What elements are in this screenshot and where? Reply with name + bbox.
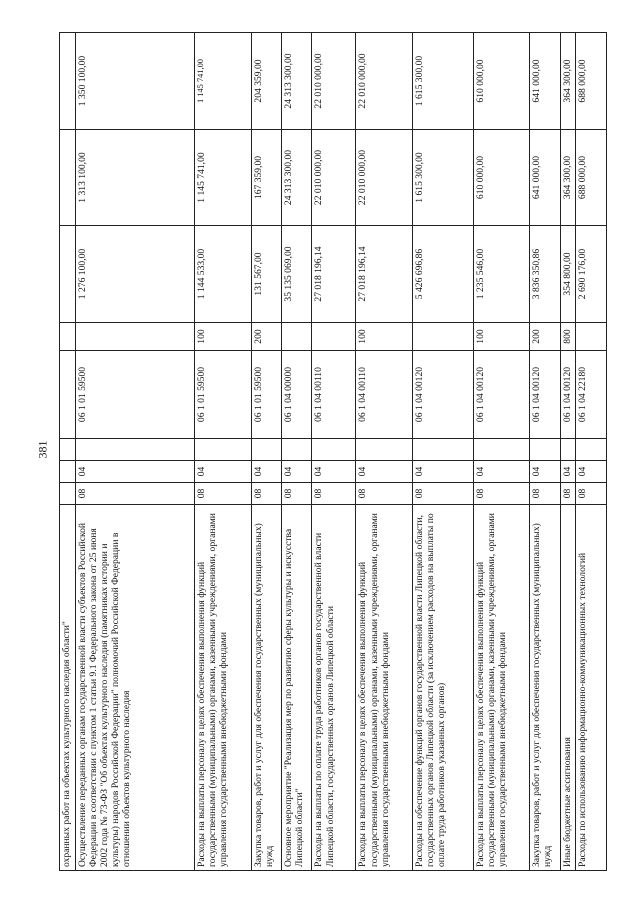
empty-code-cell	[251, 439, 281, 461]
expense-type-code: 100	[356, 323, 413, 351]
section-code: 08	[312, 483, 356, 505]
amount-year-1: 354 800,00	[560, 226, 576, 323]
section-code: 08	[356, 483, 413, 505]
target-article-code: 06 1 04 00120	[530, 351, 560, 439]
expense-type-code	[282, 323, 312, 351]
amount-year-2: 688 000,00	[576, 130, 607, 226]
table-row	[75, 33, 194, 871]
expense-type-code: 100	[195, 323, 252, 351]
section-code	[60, 483, 76, 505]
table-row	[195, 33, 252, 871]
row-description: Расходы на выплаты персоналу в целях обеспечения выполнения функций государственными (муниципальными) органами, казенными учреждениями, органами управления государственными внебюджетными фондами	[356, 505, 413, 871]
expense-type-code	[312, 323, 356, 351]
empty-code-cell	[75, 439, 194, 461]
subsection-code: 04	[530, 461, 560, 483]
section-code: 08	[75, 483, 194, 505]
target-article-code: 06 1 01 59500	[195, 351, 252, 439]
amount-year-3: 364 300,00	[560, 33, 576, 130]
section-code: 08	[473, 483, 530, 505]
amount-year-2: 1 313 100,00	[75, 130, 194, 226]
target-article-code: 06 1 04 00110	[356, 351, 413, 439]
expense-type-code	[576, 323, 607, 351]
amount-year-2: 22 010 000,00	[312, 130, 356, 226]
amount-year-2: 24 313 300,00	[282, 130, 312, 226]
amount-year-3: 24 313 300,00	[282, 33, 312, 130]
amount-year-2: 1 145 741,00	[195, 130, 252, 226]
target-article-code: 06 1 01 59500	[75, 351, 194, 439]
subsection-code: 04	[282, 461, 312, 483]
table-row	[60, 33, 76, 871]
row-description: Расходы на обеспечение функций органов государственной власти Липецкой области, государственных органов Липецкой области (за исключением расходов на выплаты по оплате труда работников указанных органов)	[413, 505, 474, 871]
row-description: Расходы на выплаты персоналу в целях обеспечения выполнения функций государственными (муниципальными) органами, казенными учреждениями, органами управления государственными внебюджетными фондами	[195, 505, 252, 871]
expense-type-code: 200	[530, 323, 560, 351]
row-description: Основное мероприятие "Реализация мер по развитию сферы культуры и искусства Липецкой области"	[282, 505, 312, 871]
row-description: охранных работ на объектах культурного наследия области"	[60, 505, 76, 871]
amount-year-1: 1 235 546,00	[473, 226, 530, 323]
target-article-code: 06 1 04 00120	[473, 351, 530, 439]
amount-year-1	[60, 226, 76, 323]
amount-year-1: 1 144 533,00	[195, 226, 252, 323]
amount-year-2: 610 000,00	[473, 130, 530, 226]
empty-code-cell	[560, 439, 576, 461]
row-description: Расходы на выплаты по оплате труда работников органов государственной власти Липецкой области, государственных органов Липецкой области	[312, 505, 356, 871]
expense-type-code	[75, 323, 194, 351]
target-article-code: 06 1 04 00120	[560, 351, 576, 439]
subsection-code: 04	[195, 461, 252, 483]
empty-code-cell	[312, 439, 356, 461]
section-code: 08	[576, 483, 607, 505]
empty-code-cell	[413, 439, 474, 461]
budget-table-rotated	[59, 33, 607, 871]
section-code: 08	[413, 483, 474, 505]
section-code: 08	[251, 483, 281, 505]
amount-year-3: 1 145 741,00	[195, 33, 252, 130]
subsection-code: 04	[576, 461, 607, 483]
row-description: Расходы на выплаты персоналу в целях обеспечения выполнения функций государственными (муниципальными) органами, казенными учреждениями, органами управления государственными внебюджетными фондами	[473, 505, 530, 871]
expense-type-code: 800	[560, 323, 576, 351]
amount-year-2: 22 010 000,00	[356, 130, 413, 226]
table-row	[282, 33, 312, 871]
section-code: 08	[530, 483, 560, 505]
row-description: Закупка товаров, работ и услуг для обеспечения государственных (муниципальных) нужд	[530, 505, 560, 871]
subsection-code: 04	[413, 461, 474, 483]
target-article-code: 06 1 01 59500	[251, 351, 281, 439]
table-row	[560, 33, 576, 871]
expense-type-code: 200	[251, 323, 281, 351]
table-row	[530, 33, 560, 871]
amount-year-1: 3 836 350,86	[530, 226, 560, 323]
empty-code-cell	[356, 439, 413, 461]
amount-year-2: 364 300,00	[560, 130, 576, 226]
amount-year-3: 1 350 100,00	[75, 33, 194, 130]
subsection-code	[60, 461, 76, 483]
table-row	[356, 33, 413, 871]
section-code: 08	[282, 483, 312, 505]
amount-year-3: 641 000,00	[530, 33, 560, 130]
target-article-code: 06 1 04 00000	[282, 351, 312, 439]
amount-year-2: 641 000,00	[530, 130, 560, 226]
subsection-code: 04	[560, 461, 576, 483]
amount-year-1: 5 426 696,86	[413, 226, 474, 323]
target-article-code: 06 1 04 00120	[413, 351, 474, 439]
amount-year-1: 27 018 196,14	[356, 226, 413, 323]
subsection-code: 04	[356, 461, 413, 483]
expense-type-code	[60, 323, 76, 351]
table-row	[251, 33, 281, 871]
table-row	[312, 33, 356, 871]
amount-year-3: 1 615 300,00	[413, 33, 474, 130]
target-article-code	[60, 351, 76, 439]
page-number: 381	[35, 440, 50, 459]
amount-year-1: 35 135 069,00	[282, 226, 312, 323]
empty-code-cell	[576, 439, 607, 461]
amount-year-1: 1 276 100,00	[75, 226, 194, 323]
amount-year-3: 688 000,00	[576, 33, 607, 130]
amount-year-2: 1 615 300,00	[413, 130, 474, 226]
empty-code-cell	[195, 439, 252, 461]
empty-code-cell	[530, 439, 560, 461]
table-row	[473, 33, 530, 871]
section-code: 08	[560, 483, 576, 505]
amount-year-3: 22 010 000,00	[312, 33, 356, 130]
empty-code-cell	[282, 439, 312, 461]
row-description: Осуществление переданных органам государственной власти субъектов Российской Федерации в соответствии с пунктом 1 статьи 9.1 Федерального закона от 25 июня 2002 года № 73-ФЗ "Об объектах культурного наследия (памятниках истории и культуры) народов Российской Федерации" полномочий Российской Федерации в отношении объектов культурного наследия	[75, 505, 194, 871]
amount-year-1: 131 567,00	[251, 226, 281, 323]
empty-code-cell	[473, 439, 530, 461]
table-row	[576, 33, 607, 871]
amount-year-2: 167 359,00	[251, 130, 281, 226]
target-article-code: 06 1 04 00110	[312, 351, 356, 439]
amount-year-3: 610 000,00	[473, 33, 530, 130]
expense-type-code	[413, 323, 474, 351]
table-row	[413, 33, 474, 871]
amount-year-3: 22 010 000,00	[356, 33, 413, 130]
amount-year-1: 2 690 176,00	[576, 226, 607, 323]
section-code: 08	[195, 483, 252, 505]
target-article-code: 06 1 04 22180	[576, 351, 607, 439]
subsection-code: 04	[75, 461, 194, 483]
budget-table	[59, 32, 607, 871]
table-body	[60, 33, 607, 871]
subsection-code: 04	[251, 461, 281, 483]
amount-year-1: 27 018 196,14	[312, 226, 356, 323]
row-description: Иные бюджетные ассигнования	[560, 505, 576, 871]
amount-year-2	[60, 130, 76, 226]
amount-year-3	[60, 33, 76, 130]
amount-year-3: 204 359,00	[251, 33, 281, 130]
expense-type-code: 100	[473, 323, 530, 351]
subsection-code: 04	[473, 461, 530, 483]
subsection-code: 04	[312, 461, 356, 483]
row-description: Закупка товаров, работ и услуг для обеспечения государственных (муниципальных) нужд	[251, 505, 281, 871]
row-description: Расходы по использованию информационно-коммуникационных технологий	[576, 505, 607, 871]
empty-code-cell	[60, 439, 76, 461]
